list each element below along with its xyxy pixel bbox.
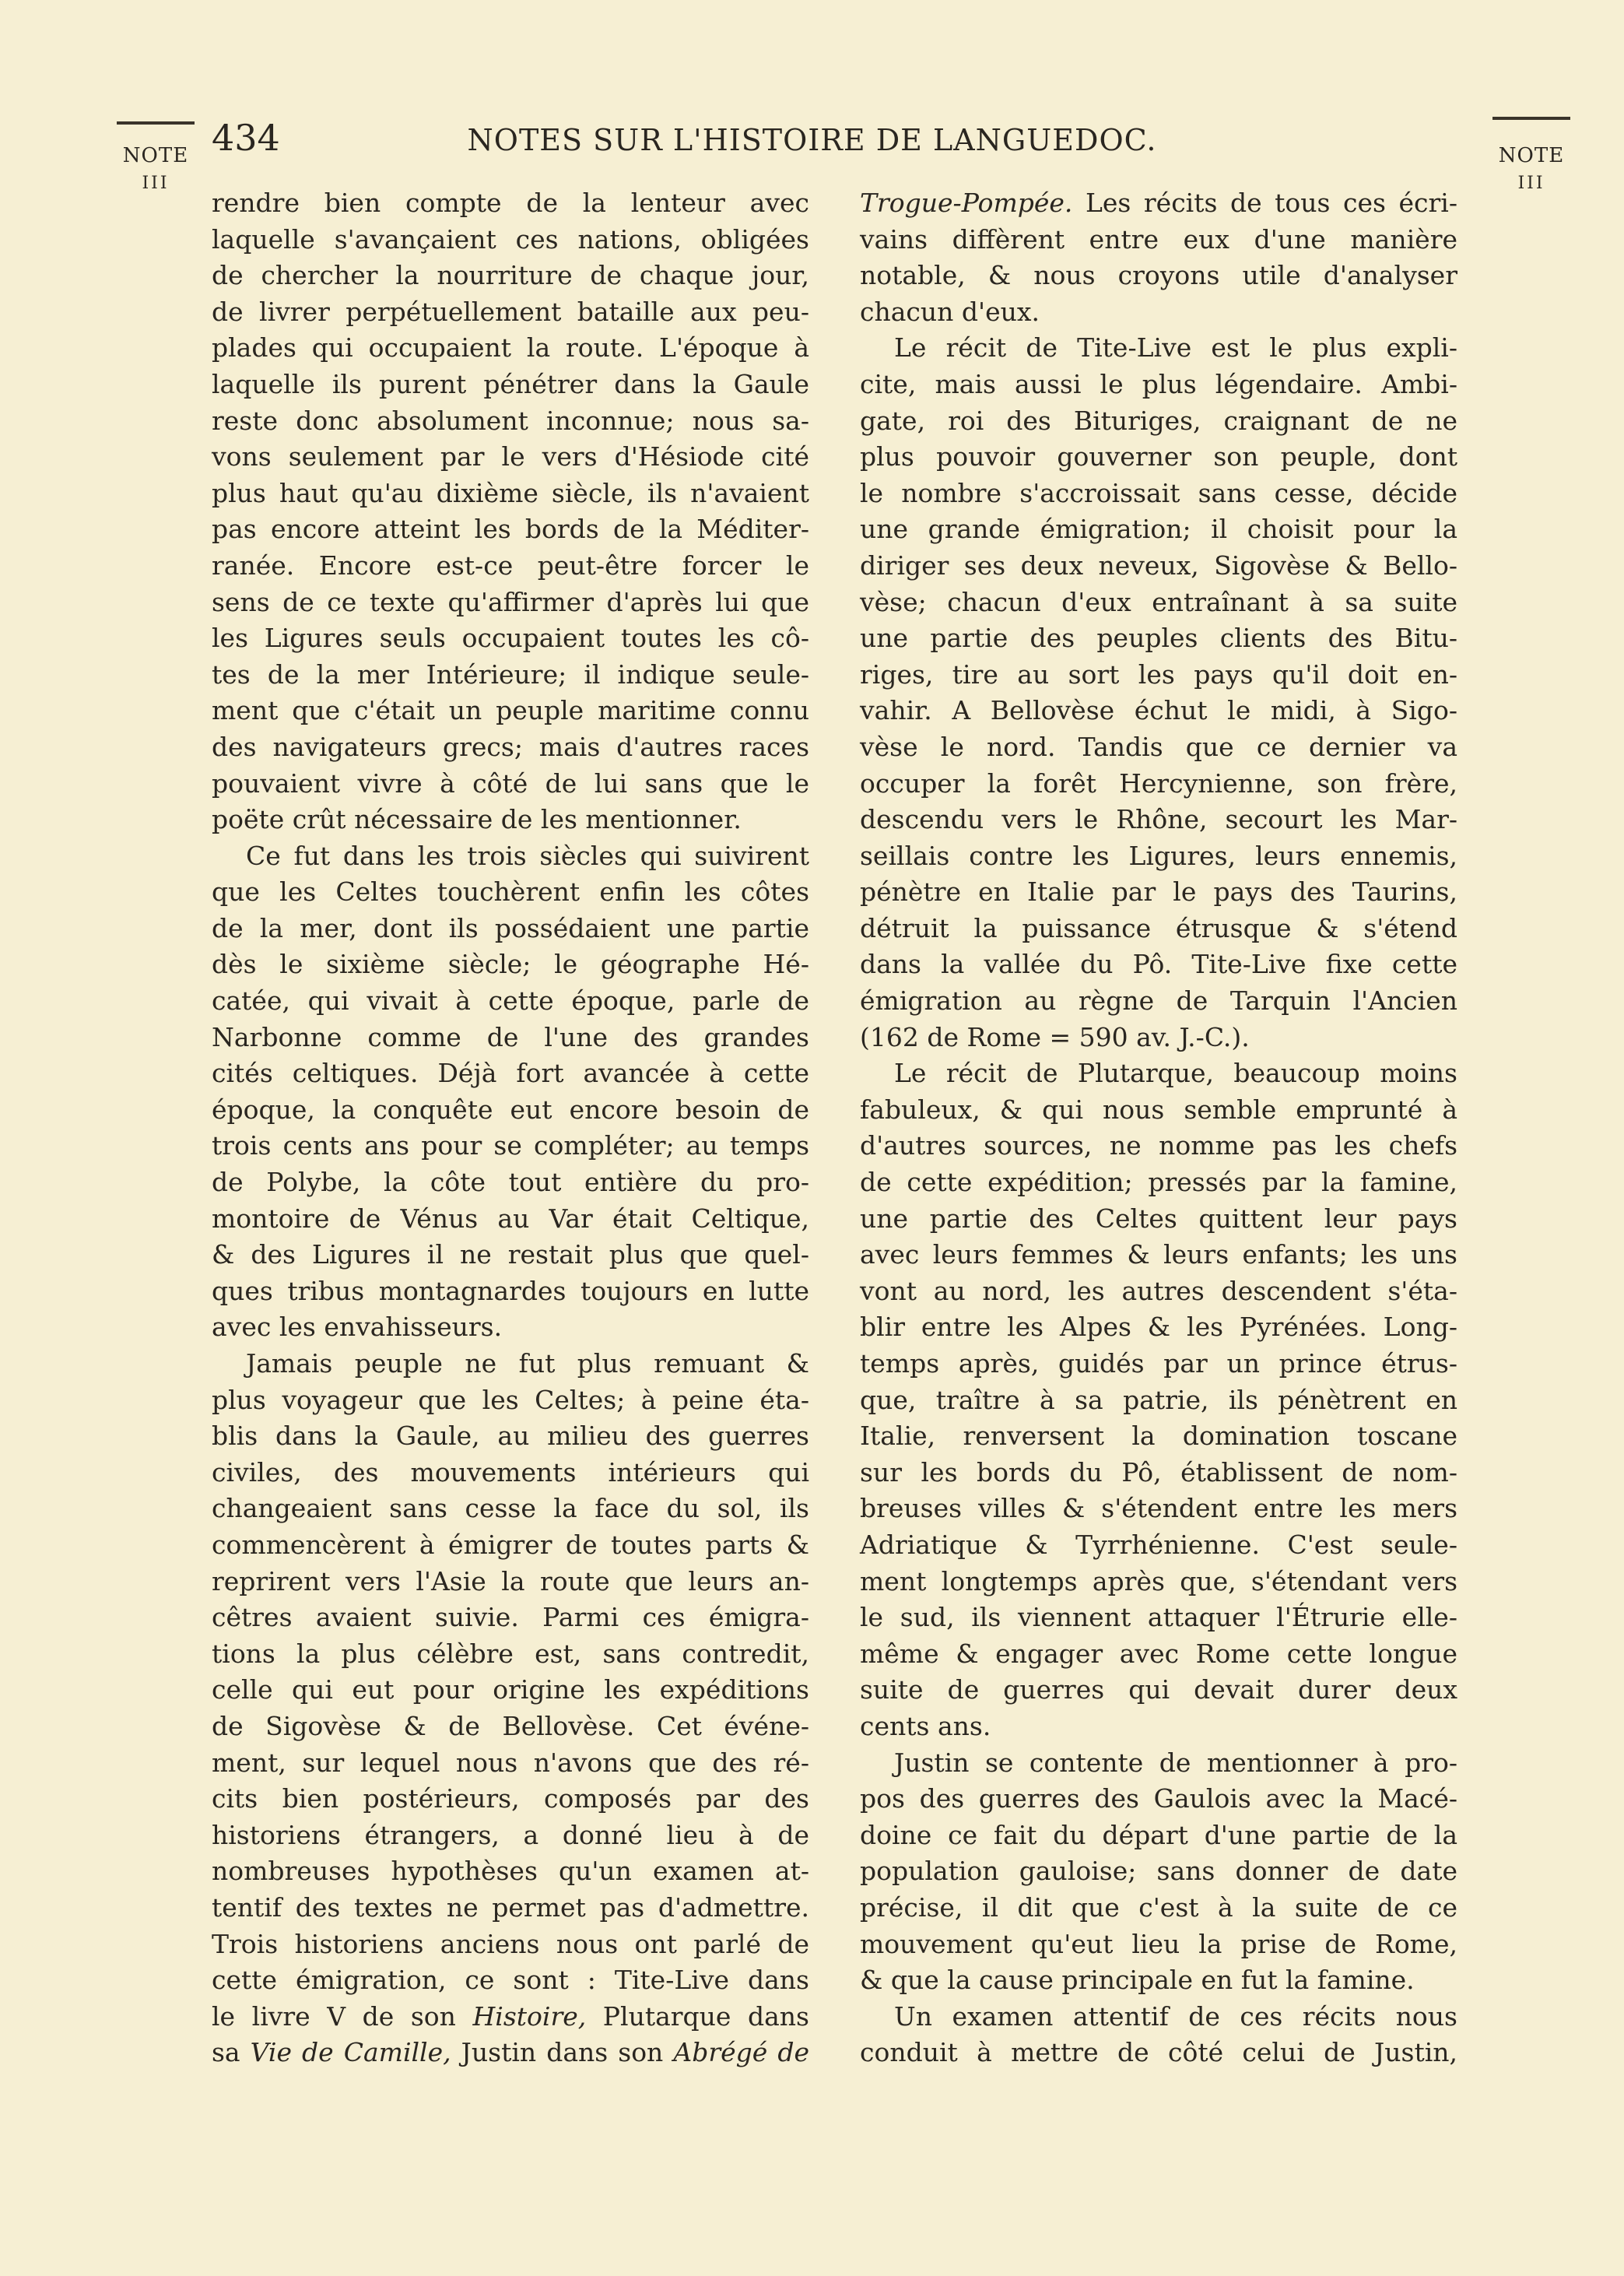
text-line <box>860 657 1457 694</box>
text-segment: tes de la mer Intérieure; il indique seule- <box>212 659 809 690</box>
text-line <box>860 1237 1457 1273</box>
text-line <box>860 838 1457 875</box>
text-segment: tentif des textes ne permet pas d'admettre. <box>212 1891 809 1923</box>
paragraph <box>860 1745 1457 1999</box>
text-segment: cêtres avaient suivie. Parmi ces émigra- <box>212 1602 809 1633</box>
text-line <box>860 2035 1457 2071</box>
text-line <box>212 911 809 947</box>
text-line <box>212 1382 809 1419</box>
text-segment: historiens étrangers, a donné lieu à de <box>212 1819 809 1850</box>
text-segment: notable, & nous croyons utile d'analyser <box>860 260 1457 291</box>
text-segment: Italie, renversent la domination toscane <box>860 1421 1457 1452</box>
text-line <box>212 620 809 657</box>
text-segment: rendre bien compte de la lenteur avec <box>212 188 809 218</box>
text-segment: pouvaient vivre à côté de lui sans que le <box>212 767 809 799</box>
text-line <box>860 766 1457 803</box>
text-line <box>860 1745 1457 1782</box>
text-segment: pos des guerres des Gaulois avec la Macé- <box>860 1783 1457 1814</box>
text-line <box>860 294 1457 331</box>
text-line <box>860 1128 1457 1164</box>
text-segment: cette émigration, ce sont : Tite-Live dans <box>212 1965 809 1996</box>
text-segment: conduit à mettre de côté celui de Justin, <box>860 2037 1457 2068</box>
text-line <box>212 185 809 222</box>
text-segment: trois cents ans pour se compléter; au temps <box>212 1130 809 1161</box>
text-line <box>212 1999 809 2035</box>
text-segment: Ce fut dans les trois siècles qui suivirent <box>246 840 809 871</box>
text-segment: breuses villes & s'étendent entre les mers <box>860 1493 1457 1524</box>
text-segment: émigration au règne de Tarquin l'Ancien <box>860 985 1457 1017</box>
text-line <box>212 1745 809 1782</box>
text-segment: cits bien postérieurs, composés par des <box>212 1783 809 1814</box>
text-line <box>860 1020 1457 1056</box>
text-line <box>212 1273 809 1310</box>
text-line <box>212 1092 809 1129</box>
text-line <box>860 258 1457 294</box>
text-segment: tions la plus célèbre est, sans contredit, <box>212 1638 809 1669</box>
text-segment: même & engager avec Rome cette longue <box>860 1638 1457 1669</box>
text-line <box>212 1600 809 1636</box>
text-line <box>212 1309 809 1346</box>
text-line <box>860 1709 1457 1745</box>
text-segment: riges, tire au sort les pays qu'il doit en- <box>860 659 1457 690</box>
text-segment: plus voyageur que les Celtes; à peine éta- <box>212 1384 809 1415</box>
text-line <box>212 874 809 911</box>
text-segment: catée, qui vivait à cette époque, parle de <box>212 985 809 1017</box>
text-segment: cents ans. <box>860 1710 991 1741</box>
right-margin-rule <box>1492 117 1570 120</box>
text-line <box>860 1927 1457 1963</box>
italic-title: Abrégé de <box>673 2037 809 2068</box>
text-segment: celle qui eut pour origine les expéditions <box>212 1674 809 1705</box>
text-line <box>860 1999 1457 2035</box>
text-segment: & des Ligures il ne restait plus que quel- <box>212 1239 809 1270</box>
text-segment: le livre V de son <box>212 2000 473 2032</box>
text-segment: époque, la conquête eut encore besoin de <box>212 1094 809 1125</box>
text-line <box>860 511 1457 548</box>
text-line <box>212 585 809 621</box>
text-segment: Justin dans son <box>451 2037 674 2068</box>
text-segment: sens de ce texte qu'affirmer d'après lui que <box>212 586 809 617</box>
text-line <box>860 1092 1457 1129</box>
text-segment: avec leurs femmes & leurs enfants; les uns <box>860 1239 1457 1270</box>
text-segment: une partie des Celtes quittent leur pays <box>860 1203 1457 1234</box>
text-line <box>212 802 809 838</box>
margin-note-label: NOTE <box>122 144 189 167</box>
text-line <box>212 729 809 766</box>
text-segment: plus pouvoir gouverner son peuple, dont <box>860 441 1457 472</box>
text-line <box>212 1927 809 1963</box>
italic-title: Trogue-Pompée. <box>860 188 1073 218</box>
text-line <box>212 1890 809 1927</box>
paragraph <box>860 1999 1457 2071</box>
text-segment: d'autres sources, ne nomme pas les chefs <box>860 1130 1457 1161</box>
text-line <box>212 294 809 331</box>
text-line <box>212 1672 809 1709</box>
text-segment: les Ligures seuls occupaient toutes les cô- <box>212 623 809 654</box>
text-segment: civiles, des mouvements intérieurs qui <box>212 1456 809 1487</box>
text-line <box>860 1672 1457 1709</box>
text-segment: poëte crût nécessaire de les mentionner. <box>212 804 742 835</box>
text-line <box>212 258 809 294</box>
text-line <box>212 1055 809 1092</box>
text-segment: Justin se contente de mentionner à pro- <box>894 1747 1457 1778</box>
text-segment: vahir. A Bellovèse échut le midi, à Sigo- <box>860 695 1457 726</box>
text-segment: reste donc absolument inconnue; nous sa- <box>212 405 809 436</box>
text-line <box>860 1055 1457 1092</box>
text-line <box>860 911 1457 947</box>
text-segment: mouvement qu'eut lieu la prise de Rome, <box>860 1928 1457 1959</box>
text-line <box>860 1962 1457 1999</box>
paragraph <box>860 1055 1457 1744</box>
text-segment: Plutarque dans <box>586 2000 809 2032</box>
text-line <box>860 693 1457 729</box>
text-segment: pas encore atteint les bords de la Méditer- <box>212 514 809 545</box>
text-segment: blis dans la Gaule, au milieu des guerres <box>212 1421 809 1452</box>
text-line <box>212 983 809 1020</box>
text-segment: de livrer perpétuellement bataille aux peu- <box>212 296 809 327</box>
text-line <box>212 511 809 548</box>
text-segment: plus haut qu'au dixième siècle, ils n'avaient <box>212 477 809 508</box>
text-segment: ranée. Encore est-ce peut-être forcer le <box>212 550 809 581</box>
text-line <box>212 693 809 729</box>
text-segment: descendu vers le Rhône, secourt les Mar- <box>860 804 1457 835</box>
text-segment: & que la cause principale en fut la famine. <box>860 1965 1415 1996</box>
text-line <box>860 1164 1457 1201</box>
paragraph <box>212 185 809 838</box>
text-segment: que, traître à sa patrie, ils pénètrent en <box>860 1384 1457 1415</box>
text-segment: Trois historiens anciens nous ont parlé de <box>212 1928 809 1959</box>
text-line <box>860 548 1457 585</box>
text-line <box>212 222 809 258</box>
text-segment: Les récits de tous ces écri- <box>1072 188 1457 218</box>
text-segment: une grande émigration; il choisit pour la <box>860 514 1457 545</box>
text-line <box>212 1237 809 1273</box>
text-segment: ment, sur lequel nous n'avons que des ré- <box>212 1747 809 1778</box>
text-segment: commencèrent à émigrer de toutes parts & <box>212 1529 809 1560</box>
text-line <box>212 330 809 367</box>
text-line <box>212 1527 809 1564</box>
text-line <box>860 1418 1457 1455</box>
text-line <box>212 947 809 983</box>
text-segment: chacun d'eux. <box>860 296 1040 327</box>
text-line <box>212 1020 809 1056</box>
text-segment: dans la vallée du Pô. Tite-Live fixe cette <box>860 949 1457 980</box>
text-line <box>212 1564 809 1600</box>
text-segment: reprirent vers l'Asie la route que leurs an- <box>212 1565 809 1596</box>
text-line <box>212 439 809 476</box>
text-line <box>860 403 1457 440</box>
text-line <box>212 1781 809 1818</box>
margin-note-label: NOTE <box>1498 144 1565 167</box>
text-line <box>860 620 1457 657</box>
text-segment: vèse le nord. Tandis que ce dernier va <box>860 731 1457 762</box>
text-segment: une partie des peuples clients des Bitu- <box>860 623 1457 654</box>
text-segment: Un examen attentif de ces récits nous <box>894 2000 1457 2032</box>
text-segment: montoire de Vénus au Var était Celtique, <box>212 1203 809 1234</box>
text-line <box>860 1636 1457 1673</box>
text-segment: seillais contre les Ligures, leurs ennemis, <box>860 840 1457 871</box>
text-segment: vèse; chacun d'eux entraînant à sa suite <box>860 586 1457 617</box>
text-line <box>860 1781 1457 1818</box>
text-line <box>212 2035 809 2071</box>
text-line <box>860 1382 1457 1419</box>
text-segment: détruit la puissance étrusque & s'étend <box>860 912 1457 943</box>
text-line <box>212 548 809 585</box>
text-line <box>860 1853 1457 1890</box>
text-segment: vont au nord, les autres descendent s'éta- <box>860 1275 1457 1306</box>
text-line <box>860 367 1457 403</box>
text-line <box>860 1600 1457 1636</box>
margin-note-number: III <box>142 174 170 193</box>
text-line <box>860 802 1457 838</box>
text-segment: gate, roi des Bituriges, craignant de ne <box>860 405 1457 436</box>
text-line <box>860 185 1457 222</box>
text-segment: Narbonne comme de l'une des grandes <box>212 1021 809 1052</box>
text-line <box>212 1962 809 1999</box>
text-column-right <box>860 185 1457 2071</box>
text-line <box>212 1201 809 1238</box>
text-line <box>212 403 809 440</box>
text-segment: fabuleux, & qui nous semble emprunté à <box>860 1094 1457 1125</box>
text-line <box>860 1273 1457 1310</box>
text-line <box>212 1346 809 1382</box>
text-segment: ques tribus montagnardes toujours en lutte <box>212 1275 809 1306</box>
text-segment: de la mer, dont ils possédaient une partie <box>212 912 809 943</box>
text-line <box>860 947 1457 983</box>
text-segment: que les Celtes touchèrent enfin les côtes <box>212 876 809 908</box>
paragraph <box>860 330 1457 1055</box>
text-line <box>212 1418 809 1455</box>
text-segment: Jamais peuple ne fut plus remuant & <box>246 1348 809 1379</box>
text-segment: dès le sixième siècle; le géographe Hé- <box>212 949 809 980</box>
text-segment: cités celtiques. Déjà fort avancée à cette <box>212 1058 809 1089</box>
text-segment: sa <box>212 2037 251 2068</box>
text-segment: Le récit de Tite-Live est le plus expli- <box>894 332 1457 364</box>
text-line <box>860 1455 1457 1491</box>
text-line <box>860 1527 1457 1564</box>
text-line <box>860 439 1457 476</box>
text-segment: des navigateurs grecs; mais d'autres races <box>212 731 809 762</box>
text-line <box>860 983 1457 1020</box>
text-segment: vains diffèrent entre eux d'une manière <box>860 223 1457 255</box>
text-line <box>212 766 809 803</box>
text-line <box>212 476 809 512</box>
text-segment: de Polybe, la côte tout entière du pro- <box>212 1167 809 1198</box>
paragraph <box>212 1346 809 2071</box>
text-line <box>860 1564 1457 1600</box>
text-segment: occuper la forêt Hercynienne, son frère, <box>860 767 1457 799</box>
text-line <box>860 1491 1457 1527</box>
text-line <box>212 1709 809 1745</box>
text-segment: diriger ses deux neveux, Sigovèse & Bello- <box>860 550 1457 581</box>
page-number: 434 <box>212 117 280 159</box>
text-segment: changeaient sans cesse la face du sol, ils <box>212 1493 809 1524</box>
text-segment: temps après, guidés par un prince étrus- <box>860 1348 1457 1379</box>
text-line <box>860 585 1457 621</box>
text-line <box>212 367 809 403</box>
text-segment: de chercher la nourriture de chaque jour, <box>212 260 809 291</box>
running-head-title: NOTES SUR L'HISTOIRE DE LANGUEDOC. <box>467 123 1157 157</box>
text-line <box>212 1853 809 1890</box>
text-line <box>212 838 809 875</box>
text-line <box>860 729 1457 766</box>
text-segment: (162 de Rome = 590 av. J.-C.). <box>860 1021 1250 1052</box>
text-segment: de cette expédition; pressés par la famine, <box>860 1167 1457 1198</box>
text-segment: population gauloise; sans donner de date <box>860 1856 1457 1887</box>
text-segment: précise, il dit que c'est à la suite de ce <box>860 1891 1457 1923</box>
text-segment: sur les bords du Pô, établissent de nom- <box>860 1456 1457 1487</box>
text-line <box>860 476 1457 512</box>
text-segment: le nombre s'accroissait sans cesse, décide <box>860 477 1457 508</box>
text-segment: pénètre en Italie par le pays des Taurins, <box>860 876 1457 908</box>
text-line <box>860 1201 1457 1238</box>
text-segment: laquelle s'avançaient ces nations, obligées <box>212 223 809 255</box>
text-segment: cite, mais aussi le plus légendaire. Ambi- <box>860 368 1457 399</box>
text-segment: doine ce fait du départ d'une partie de la <box>860 1819 1457 1850</box>
margin-note-number: III <box>1517 174 1545 193</box>
text-line <box>860 1818 1457 1854</box>
italic-title: Histoire, <box>472 2000 587 2032</box>
text-segment: suite de guerres qui devait durer deux <box>860 1674 1457 1705</box>
text-line <box>860 874 1457 911</box>
text-line <box>212 1818 809 1854</box>
text-line <box>860 222 1457 258</box>
text-column-left <box>212 185 809 2071</box>
text-line <box>212 1455 809 1491</box>
text-segment: plades qui occupaient la route. L'époque à <box>212 332 809 364</box>
text-segment: laquelle ils purent pénétrer dans la Gaule <box>212 368 809 399</box>
text-line <box>212 1164 809 1201</box>
paragraph <box>212 838 809 1346</box>
text-line <box>212 1491 809 1527</box>
text-segment: vons seulement par le vers d'Hésiode cité <box>212 441 809 472</box>
text-segment: Adriatique & Tyrrhénienne. C'est seule- <box>860 1529 1457 1560</box>
text-segment: nombreuses hypothèses qu'un examen at- <box>212 1856 809 1887</box>
text-line <box>212 657 809 694</box>
text-segment: ment que c'était un peuple maritime connu <box>212 695 809 726</box>
text-segment: le sud, ils viennent attaquer l'Étrurie elle- <box>860 1602 1457 1633</box>
text-line <box>212 1636 809 1673</box>
text-line <box>860 330 1457 367</box>
text-line <box>860 1309 1457 1346</box>
text-segment: de Sigovèse & de Bellovèse. Cet événe- <box>212 1710 809 1741</box>
text-line <box>212 1128 809 1164</box>
text-line <box>860 1890 1457 1927</box>
paragraph <box>860 185 1457 330</box>
italic-title: Vie de Camille, <box>250 2037 451 2068</box>
text-segment: Le récit de Plutarque, beaucoup moins <box>894 1058 1457 1089</box>
text-segment: ment longtemps après que, s'étendant vers <box>860 1565 1457 1596</box>
text-line <box>860 1346 1457 1382</box>
text-segment: avec les envahisseurs. <box>212 1312 503 1343</box>
text-segment: blir entre les Alpes & les Pyrénées. Long- <box>860 1312 1457 1343</box>
